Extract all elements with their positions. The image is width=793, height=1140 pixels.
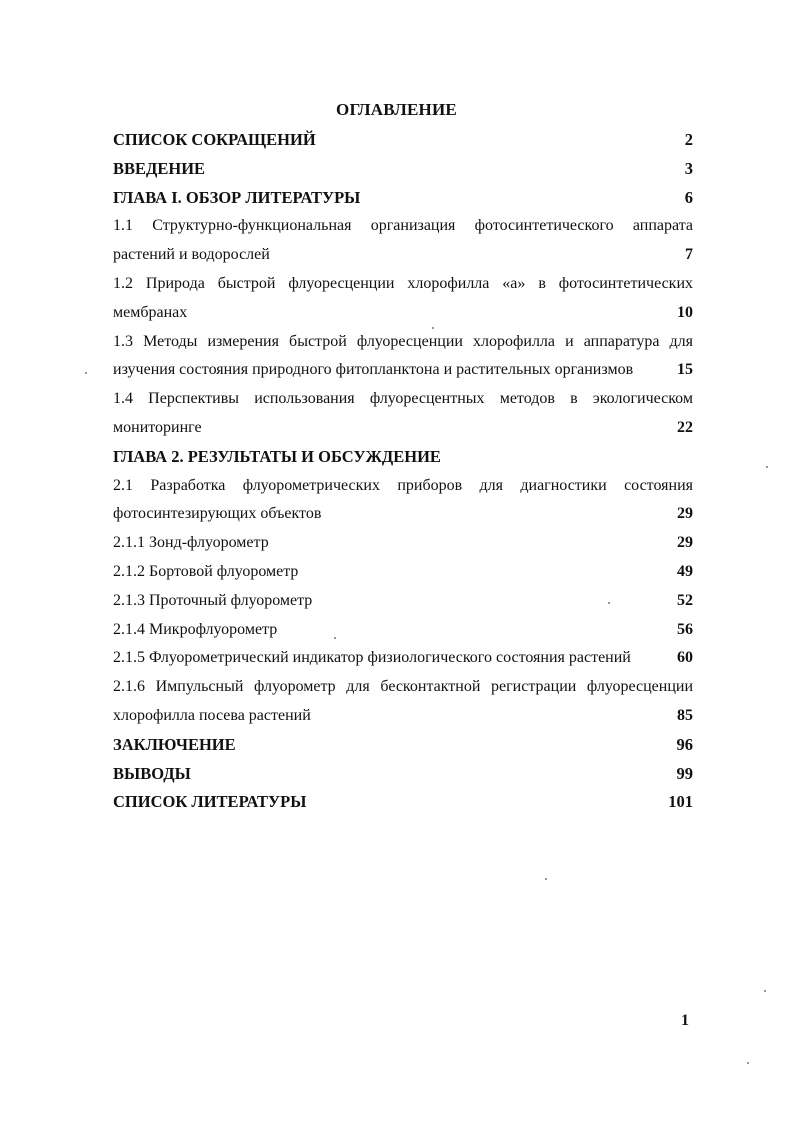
toc-entry-page: 52 — [677, 591, 693, 609]
toc-entry-text-line2: растений и водорослей — [113, 246, 270, 264]
toc-entry-text: 2.1.1 Зонд-флуорометр — [113, 534, 269, 552]
toc-entry-2-1-5[interactable] — [113, 644, 693, 673]
page-number: 1 — [681, 1012, 689, 1029]
toc-entry-text-line2: изучения состояния природного фитопланктона и растительных организмов — [113, 361, 634, 379]
toc-entry-text: 2.1.5 Флуорометрический индикатор физиологического состояния растений — [113, 649, 631, 667]
toc-entry-page: 22 — [677, 418, 693, 436]
toc-entry-2-1-4[interactable] — [113, 616, 693, 645]
scan-speck — [608, 602, 610, 604]
toc-entry-page: 96 — [676, 734, 693, 754]
toc-entry-page: 56 — [677, 620, 693, 638]
toc-entry-text: 2.1.3 Проточный флуорометр — [113, 591, 313, 609]
toc-entry-text-line1: 1.1 Структурно-функциональная организация фотосинтетического аппарата — [113, 217, 693, 235]
toc-entry-text: ГЛАВА 2. РЕЗУЛЬТАТЫ И ОБСУЖДЕНИЕ — [113, 446, 441, 466]
toc-entry-chapter-1[interactable] — [113, 184, 693, 213]
toc-entry-text-line1: 2.1 Разработка флуорометрических приборов для диагностики состояния — [113, 476, 693, 494]
toc-entry-text-line2: хлорофилла посева растений — [113, 706, 311, 724]
toc-entry-introduction[interactable] — [113, 155, 693, 184]
toc-entry-page: 3 — [684, 158, 693, 178]
toc-entry-text: ЗАКЛЮЧЕНИЕ — [113, 734, 236, 754]
toc-entry-text-line2: фотосинтезирующих объектов — [113, 505, 322, 523]
toc-entry-text-line1: 1.2 Природа быстрой флуоресценции хлорофилла «а» в фотосинтетических — [113, 274, 693, 292]
toc-entry-1-4[interactable] — [113, 385, 693, 443]
scan-speck — [764, 990, 766, 992]
toc-entry-text: 2.1.4 Микрофлуорометр — [113, 620, 278, 638]
toc-entry-page: 7 — [685, 246, 693, 264]
toc-entry-text: СПИСОК ЛИТЕРАТУРЫ — [113, 792, 307, 812]
toc-entry-2-1-1[interactable] — [113, 529, 693, 558]
toc-entry-2-1[interactable] — [113, 472, 693, 530]
scan-speck — [334, 637, 336, 639]
toc-entry-1-3[interactable] — [113, 328, 693, 386]
toc-entry-1-1[interactable] — [113, 212, 693, 270]
toc-entry-text-line1: 1.4 Перспективы использования флуоресцентных методов в экологическом — [113, 390, 693, 408]
toc-entry-text-line2: мониторинге — [113, 418, 202, 436]
toc-entry-page: 10 — [677, 303, 693, 321]
toc-entry-abbreviations[interactable] — [113, 126, 693, 155]
toc-entry-findings[interactable] — [113, 760, 693, 789]
toc-entry-page: 49 — [677, 562, 693, 580]
toc-entry-page: 101 — [668, 792, 693, 812]
toc-entry-text-line2: мембранах — [113, 303, 188, 321]
toc-entry-text-line1: 1.3 Методы измерения быстрой флуоресценции хлорофилла и аппаратура для — [113, 332, 693, 350]
scan-speck — [545, 878, 547, 880]
toc-entry-page: 29 — [677, 534, 693, 552]
toc-entry-chapter-2[interactable] — [113, 443, 693, 472]
toc-entry-references[interactable] — [113, 788, 693, 817]
toc-entry-page: 60 — [677, 649, 693, 667]
toc-entry-text: ВЫВОДЫ — [113, 763, 191, 783]
scan-speck — [85, 372, 87, 374]
scan-speck — [766, 466, 768, 468]
toc-entry-2-1-3[interactable] — [113, 587, 693, 616]
toc-entry-page: 6 — [684, 187, 693, 207]
toc-entry-page: 2 — [684, 130, 693, 149]
toc-entry-text: ГЛАВА I. ОБЗОР ЛИТЕРАТУРЫ — [113, 187, 361, 207]
toc-entry-text: СПИСОК СОКРАЩЕНИЙ — [113, 130, 316, 149]
toc-entry-page: 29 — [677, 505, 693, 523]
toc-entry-text-line1: 2.1.6 Импульсный флуорометр для бесконтактной регистрации флуоресценции — [113, 678, 693, 696]
toc-entry-text: ВВЕДЕНИЕ — [113, 158, 206, 178]
toc-entry-page: 15 — [677, 361, 693, 379]
toc-entry-2-1-6[interactable] — [113, 673, 693, 731]
table-of-contents — [113, 126, 693, 817]
toc-entry-page: 99 — [676, 763, 693, 783]
toc-entry-2-1-2[interactable] — [113, 558, 693, 587]
toc-title: ОГЛАВЛЕНИЕ — [336, 100, 457, 119]
scan-speck — [432, 327, 434, 329]
toc-entry-conclusion[interactable] — [113, 731, 693, 760]
toc-entry-1-2[interactable] — [113, 270, 693, 328]
toc-entry-page: 85 — [677, 706, 693, 724]
scan-speck — [747, 1062, 749, 1064]
toc-entry-text: 2.1.2 Бортовой флуорометр — [113, 562, 299, 580]
